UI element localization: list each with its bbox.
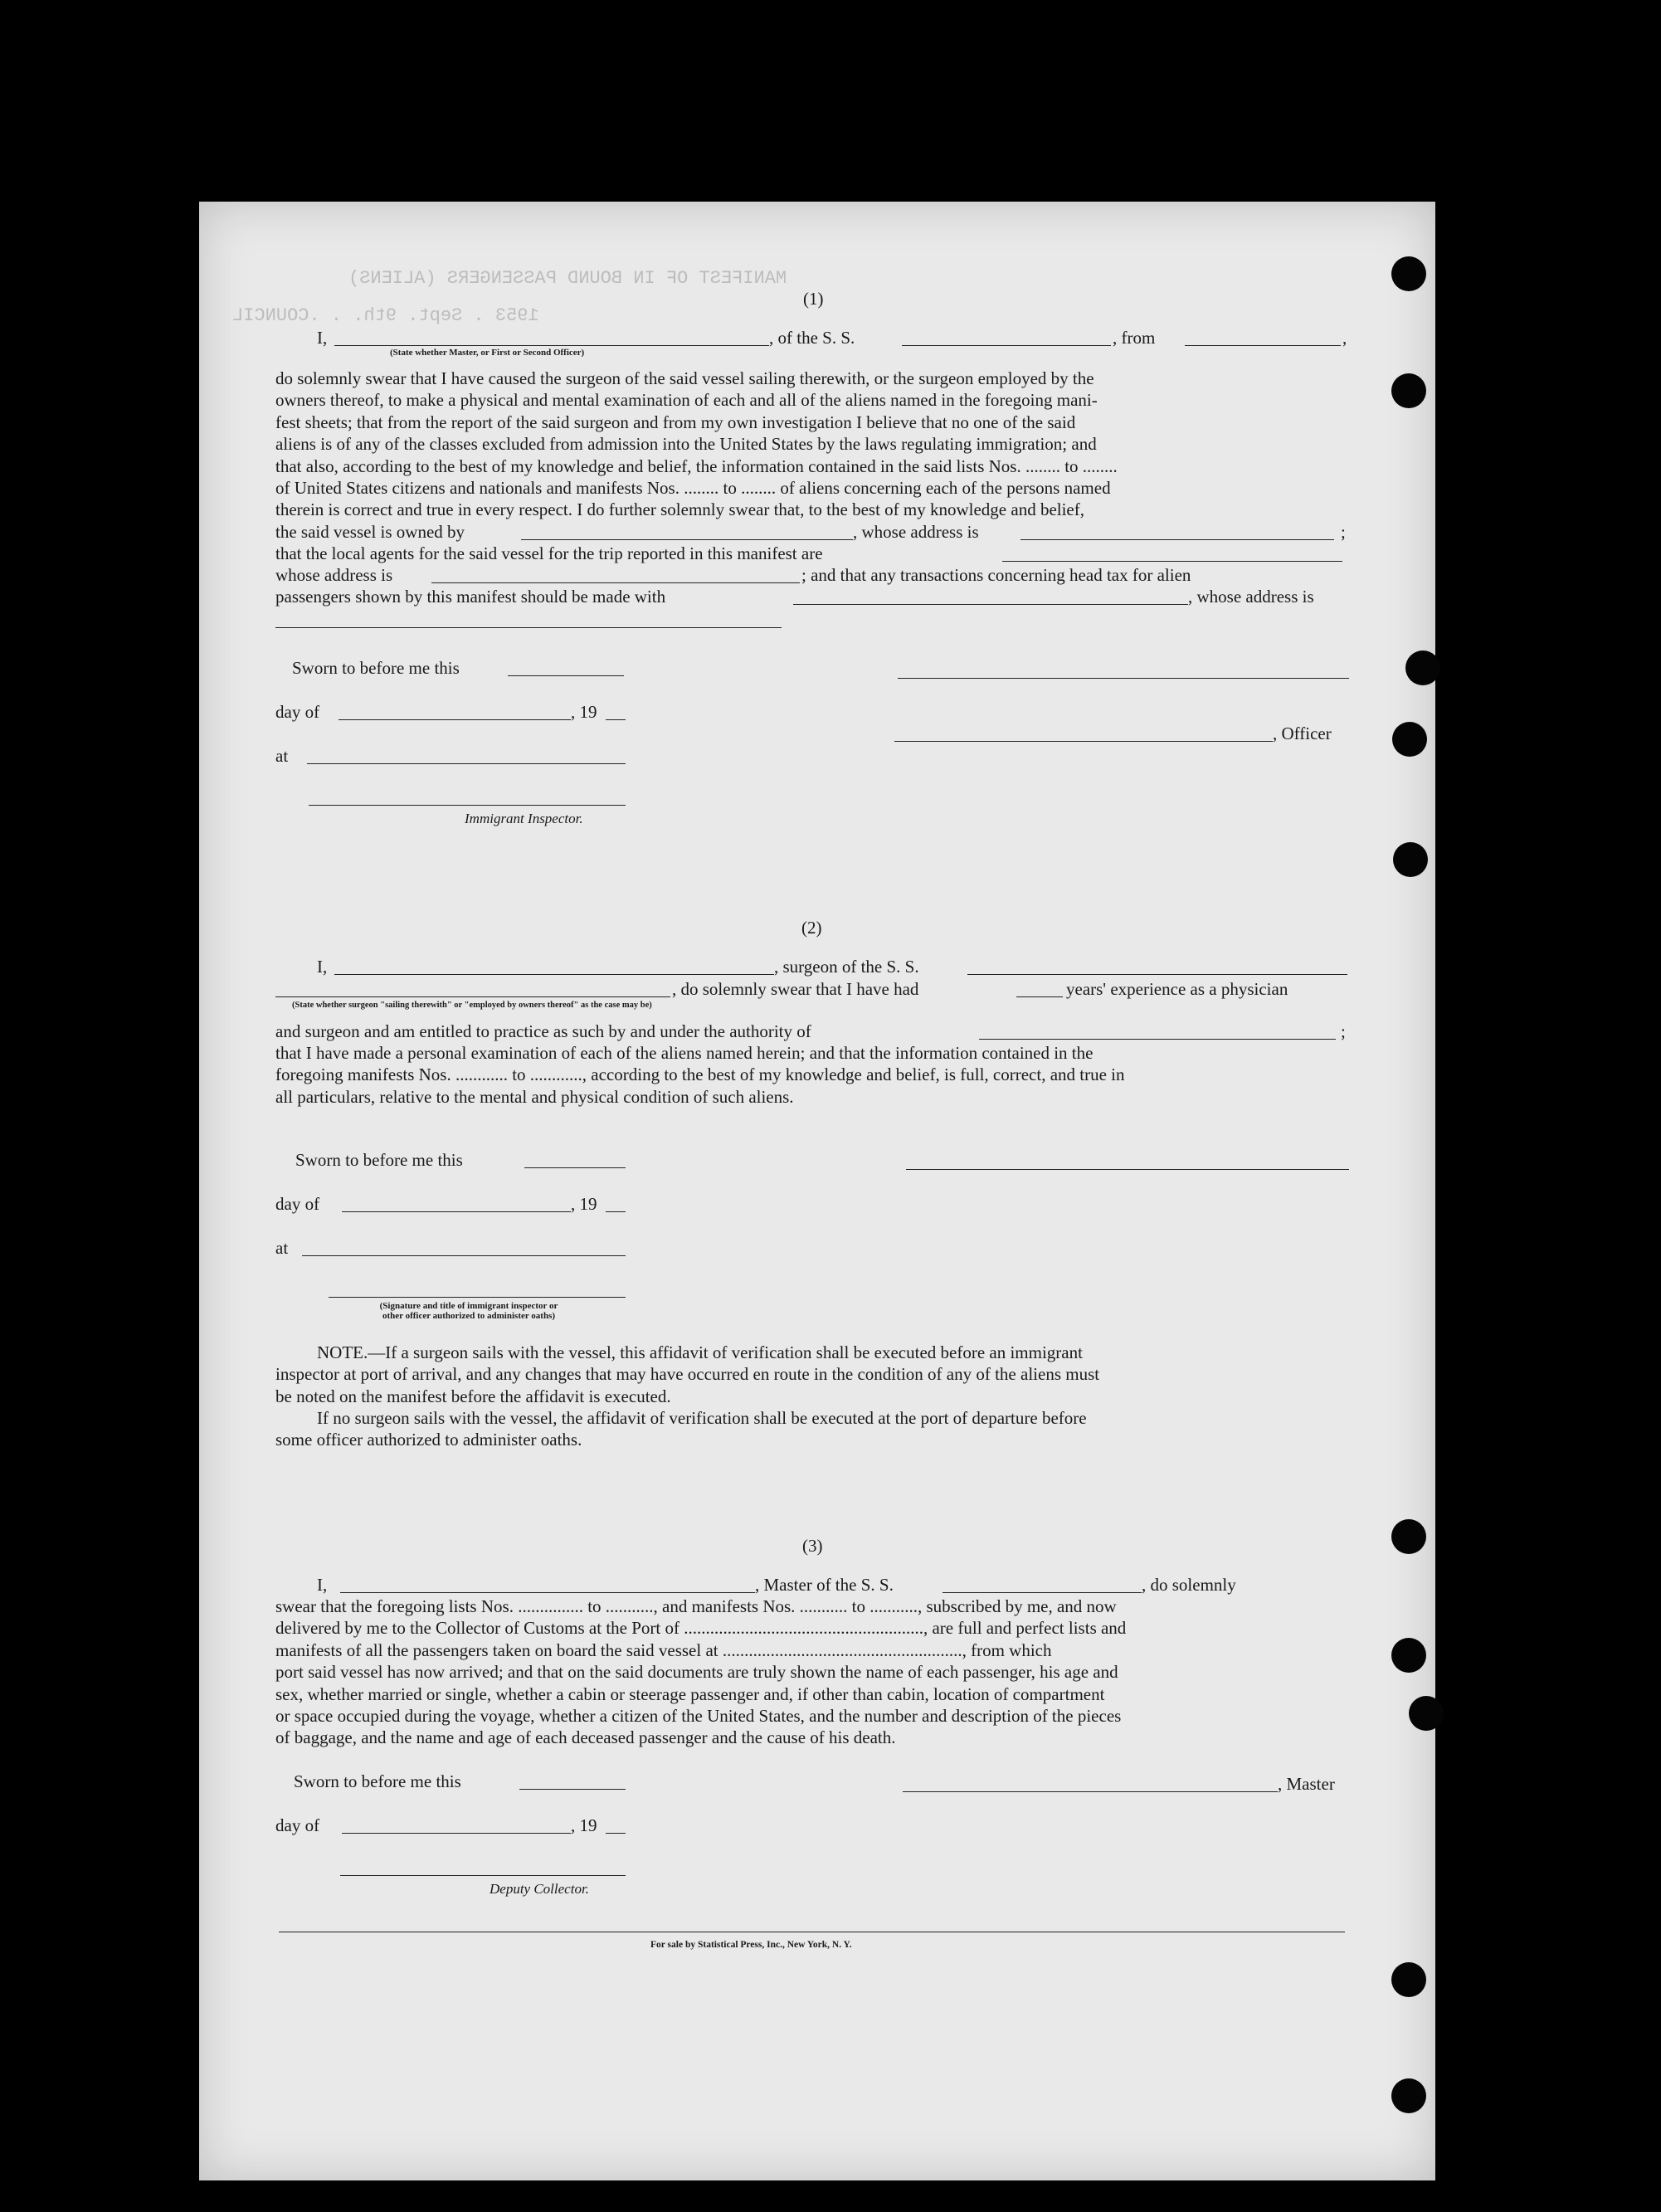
section-3-number: (3) xyxy=(802,1536,823,1556)
agent-address-field[interactable] xyxy=(431,582,800,583)
at-place-field[interactable] xyxy=(307,763,626,764)
inspector-signature-field[interactable] xyxy=(309,805,626,806)
day-of-label: day of xyxy=(275,1815,320,1835)
text-line: some officer authorized to administer oaths. xyxy=(275,1430,582,1450)
text-line: NOTE.—If a surgeon sails with the vessel, this affidavit of verification shall be executed before an immigrant xyxy=(317,1342,1083,1362)
inspector-signature-field[interactable] xyxy=(329,1297,626,1298)
year-field[interactable] xyxy=(606,1833,626,1834)
local-agents-label: that the local agents for the said vessel for the trip reported in this manifest are xyxy=(275,543,823,563)
text-line: inspector at port of arrival, and any changes that may have occurred en route in the condition of any of the aliens must xyxy=(275,1364,1100,1385)
day-of-field[interactable] xyxy=(339,719,571,720)
text-line: delivered by me to the Collector of Customs at the Port of ......................................................., are full and perfect lists and xyxy=(275,1618,1127,1639)
contact-address-field[interactable] xyxy=(275,627,782,628)
text-line: port said vessel has now arrived; and that on the said documents are truly shown the name of each passenger, his age and xyxy=(275,1662,1118,1683)
punch-hole xyxy=(1391,2078,1426,2113)
sworn-label: Sworn to before me this xyxy=(292,658,460,678)
transactions-text: ; and that any transactions concerning head tax for alien xyxy=(801,565,1191,585)
year-prefix: , 19 xyxy=(571,1194,597,1214)
officer-title-field[interactable] xyxy=(894,741,1273,742)
text-line: or space occupied during the voyage, whether a citizen of the United States, and the number and description of the pieces xyxy=(275,1706,1122,1727)
sworn-date-field[interactable] xyxy=(508,675,624,676)
owner-address-field[interactable] xyxy=(1020,539,1334,540)
text-line: foregoing manifests Nos. ............ to ............, according to the best of my knowledge and belief, is full, correct, and true in xyxy=(275,1065,1125,1085)
text-line: If no surgeon sails with the vessel, the affidavit of verification shall be executed at the port of departure before xyxy=(317,1408,1087,1428)
authority-field[interactable] xyxy=(979,1039,1336,1040)
section-2-number: (2) xyxy=(801,918,822,938)
day-of-label: day of xyxy=(275,1194,320,1214)
section-1-number: (1) xyxy=(803,289,824,309)
punch-hole xyxy=(1391,1638,1426,1673)
text-line: do solemnly swear that I have caused the surgeon of the said vessel sailing therewith, or the surgeon employed by the xyxy=(275,368,1094,388)
authority-text: and surgeon and am entitled to practice as such by and under the authority of xyxy=(275,1021,811,1041)
semicolon: ; xyxy=(1341,522,1346,542)
day-of-field[interactable] xyxy=(342,1833,571,1834)
master-of-ss-label: , Master of the S. S. xyxy=(755,1575,894,1595)
years-field[interactable] xyxy=(1016,996,1063,997)
text-line: sex, whether married or single, whether a cabin or steerage passenger and, if other than cabin, location of compartment xyxy=(275,1683,1105,1704)
officer-signature-field[interactable] xyxy=(898,678,1349,679)
semicolon: ; xyxy=(1341,1021,1346,1041)
year-field[interactable] xyxy=(606,1211,626,1212)
master-name-field[interactable] xyxy=(340,1592,755,1593)
sworn-date-field[interactable] xyxy=(519,1789,626,1790)
vessel-name-field[interactable] xyxy=(902,345,1111,346)
owner-address-label: , whose address is xyxy=(853,522,979,542)
punch-hole xyxy=(1405,650,1440,685)
surgeon-status-field[interactable] xyxy=(275,996,670,997)
text-line: be noted on the manifest before the affidavit is executed. xyxy=(275,1386,671,1406)
collector-signature-field[interactable] xyxy=(340,1875,626,1876)
sworn-label: Sworn to before me this xyxy=(294,1771,461,1791)
head-tax-contact-field[interactable] xyxy=(793,604,1188,605)
text-line: of United States citizens and nationals and manifests Nos. ........ to ........ of aliens concerning each of the persons named xyxy=(275,478,1111,499)
from-comma: , xyxy=(1342,328,1347,348)
signature-caption-line-1: (Signature and title of immigrant inspector or xyxy=(379,1301,558,1311)
surgeon-name-field[interactable] xyxy=(334,974,774,975)
owned-by-label: the said vessel is owned by xyxy=(275,522,465,542)
surgeon-signature-field[interactable] xyxy=(906,1169,1349,1170)
section-1-i-label: I, xyxy=(317,328,328,348)
section-2-i-label: I, xyxy=(317,957,328,977)
sworn-date-field[interactable] xyxy=(524,1167,626,1168)
day-of-label: day of xyxy=(275,702,320,722)
collector-caption: Deputy Collector. xyxy=(490,1881,589,1897)
bleed-through-text: 1953 . Sept. 9th. . .COUNCIL xyxy=(232,305,539,326)
surgeon-status-caption: (State whether surgeon "sailing therewith" or "employed by owners thereof" as the case may be) xyxy=(292,1001,652,1010)
oath-paragraph-1 xyxy=(275,368,1348,521)
years-experience-text: years' experience as a physician xyxy=(1066,979,1288,999)
local-agents-field[interactable] xyxy=(1002,561,1342,562)
owner-name-field[interactable] xyxy=(521,539,853,540)
at-place-field[interactable] xyxy=(302,1255,626,1256)
text-line: therein is correct and true in every respect. I do further solemnly swear that, to the best of my knowledge and belief, xyxy=(275,499,1084,520)
year-prefix: , 19 xyxy=(571,702,597,722)
section-3-i-label: I, xyxy=(317,1575,328,1595)
year-prefix: , 19 xyxy=(571,1815,597,1835)
text-line: fest sheets; that from the report of the said surgeon and from my own investigation I believe that no one of the said xyxy=(275,412,1076,432)
master-label: , Master xyxy=(1278,1774,1335,1794)
signature-caption-line-2: other officer authorized to administer oaths) xyxy=(382,1311,556,1321)
note-paragraph xyxy=(275,1342,1348,1407)
do-solemnly-text: , do solemnly xyxy=(1142,1575,1236,1595)
manifest-form-page xyxy=(199,202,1435,2180)
text-line: owners thereof, to make a physical and mental examination of each and all of the aliens named in the foregoing mani- xyxy=(275,390,1098,411)
from-port-field[interactable] xyxy=(1185,345,1341,346)
at-label: at xyxy=(275,1238,289,1258)
passengers-label: passengers shown by this manifest should be made with xyxy=(275,587,666,607)
day-of-field[interactable] xyxy=(342,1211,571,1212)
do-swear-text: , do solemnly swear that I have had xyxy=(672,979,919,999)
punch-hole xyxy=(1391,256,1426,291)
punch-hole xyxy=(1392,722,1427,757)
text-line: that also, according to the best of my knowledge and belief, the information contained in the said lists Nos. ........ to ........ xyxy=(275,456,1118,476)
inspector-caption: Immigrant Inspector. xyxy=(465,811,583,826)
year-field[interactable] xyxy=(606,719,626,720)
master-vessel-field[interactable] xyxy=(943,1592,1142,1593)
punch-hole xyxy=(1391,1962,1426,1997)
contact-address-label: , whose address is xyxy=(1188,587,1314,607)
from-label: , from xyxy=(1113,328,1156,348)
printer-credit: For sale by Statistical Press, Inc., New York, N. Y. xyxy=(650,1940,852,1950)
text-line: manifests of all the passengers taken on board the said vessel at ......................................................., from which xyxy=(275,1640,1052,1660)
officer-name-field[interactable] xyxy=(334,345,769,346)
text-line: that I have made a personal examination of each of the aliens named herein; and that the information contained in the xyxy=(275,1043,1094,1063)
of-ss-label: , of the S. S. xyxy=(769,328,855,348)
officer-label: , Officer xyxy=(1273,724,1332,743)
text-line: of baggage, and the name and age of each deceased passenger and the cause of his death. xyxy=(275,1727,896,1748)
punch-hole xyxy=(1391,373,1426,408)
punch-hole xyxy=(1391,1519,1426,1554)
surgeon-paragraph xyxy=(275,1042,1348,1108)
text-line: all particulars, relative to the mental and physical condition of such aliens. xyxy=(275,1086,794,1107)
surgeon-of-ss-label: , surgeon of the S. S. xyxy=(774,957,919,977)
master-signature-field[interactable] xyxy=(903,1791,1278,1792)
punch-hole xyxy=(1409,1696,1444,1731)
sworn-label: Sworn to before me this xyxy=(295,1150,463,1170)
bleed-through-text: MANIFEST OF IN BOUND PASSENGERS (ALIENS) xyxy=(348,268,787,289)
master-oath-paragraph xyxy=(275,1596,1348,1749)
agent-address-label: whose address is xyxy=(275,565,393,585)
at-label: at xyxy=(275,746,289,766)
note-paragraph-2 xyxy=(275,1407,1348,1451)
punch-hole xyxy=(1393,842,1428,877)
text-line: aliens is of any of the classes excluded from admission into the United States by the laws regulating immigration; and xyxy=(275,434,1097,455)
text-line: swear that the foregoing lists Nos. ............... to ..........., and manifests Nos. ........... to ..........., subscribed by me, and now xyxy=(275,1596,1117,1616)
rank-caption: (State whether Master, or First or Second Officer) xyxy=(390,348,585,358)
surgeon-vessel-field[interactable] xyxy=(967,974,1347,975)
